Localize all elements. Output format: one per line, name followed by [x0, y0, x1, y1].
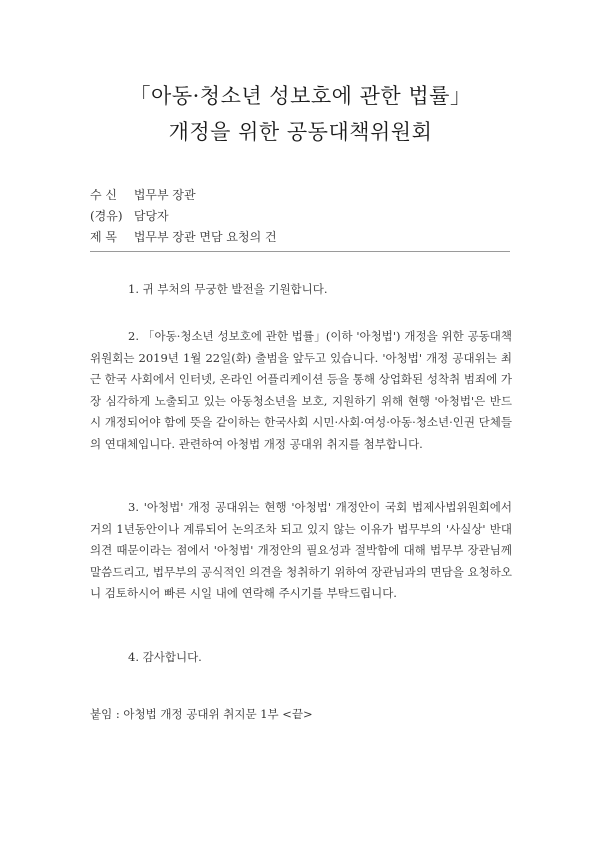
header-divider: [90, 251, 510, 252]
paragraph-2-text: 2. 「아동·청소년 성보호에 관한 법률」(이하 '아청법') 개정을 위한 공동대책위원회는 2019년 1월 22일(화) 출범을 앞두고 있습니다. '아청법' 개정 공대위는 최근 한국 사회에서 인터넷, 온라인 어플리케이션 등을 통해 상업화된 성착취 범죄에 가장 심각하게 노출되고 있는 아동청소년을 보호, 지원하기 위해 현행 '아청법'은 반드시 개정되어야 함에 뜻을 같이하는 한국사회 시민·사회·여성·아동·청소년·인권 단체들의 연대체입니다. 관련하여 아청법 개정 공대위 취지를 첨부합니다.: [90, 329, 512, 451]
via-value: 담당자: [133, 209, 169, 223]
paragraph-2: [90, 326, 512, 455]
paragraph-3-text: 3. '아청법' 개정 공대위는 현행 '아청법' 개정안이 국회 법제사법위원회에서 거의 1년동안이나 계류되어 논의조차 되고 있지 않는 이유가 법무부의 '사실상' 반대의견 때문이라는 점에서 '아청법' 개정안의 필요성과 절박함에 대해 법무부 장관님께 말씀드리고, 법무부의 공식적인 의견을 청취하기 위하여 장관님과의 면담을 요청하오니 검토하시어 빠른 시일 내에 연락해 주시기를 부탁드립니다.: [90, 500, 512, 600]
attachment-note: 붙임 : 아청법 개정 공대위 취지문 1부 <끝>: [90, 707, 313, 721]
paragraph-4-text: 4. 감사합니다.: [128, 650, 202, 664]
paragraph-4: [90, 647, 512, 669]
subject-label: 제 목: [90, 230, 117, 244]
via-label: (경유): [90, 209, 123, 223]
header-recipient: [90, 186, 196, 203]
recipient-label: 수 신: [90, 188, 117, 202]
header-subject: [90, 228, 277, 245]
document-title-line-1: 「아동·청소년 성보호에 관한 법률」: [129, 84, 472, 108]
recipient-value: 법무부 장관: [133, 188, 196, 202]
subject-value: 법무부 장관 면담 요청의 건: [133, 230, 277, 244]
paragraph-1: [90, 279, 512, 301]
paragraph-1-text: 1. 귀 부처의 무궁한 발전을 기원합니다.: [128, 282, 328, 296]
paragraph-3: [90, 497, 512, 605]
header-via: [90, 207, 169, 224]
document-title-line-2: 개정을 위한 공동대책위원회: [168, 120, 433, 144]
